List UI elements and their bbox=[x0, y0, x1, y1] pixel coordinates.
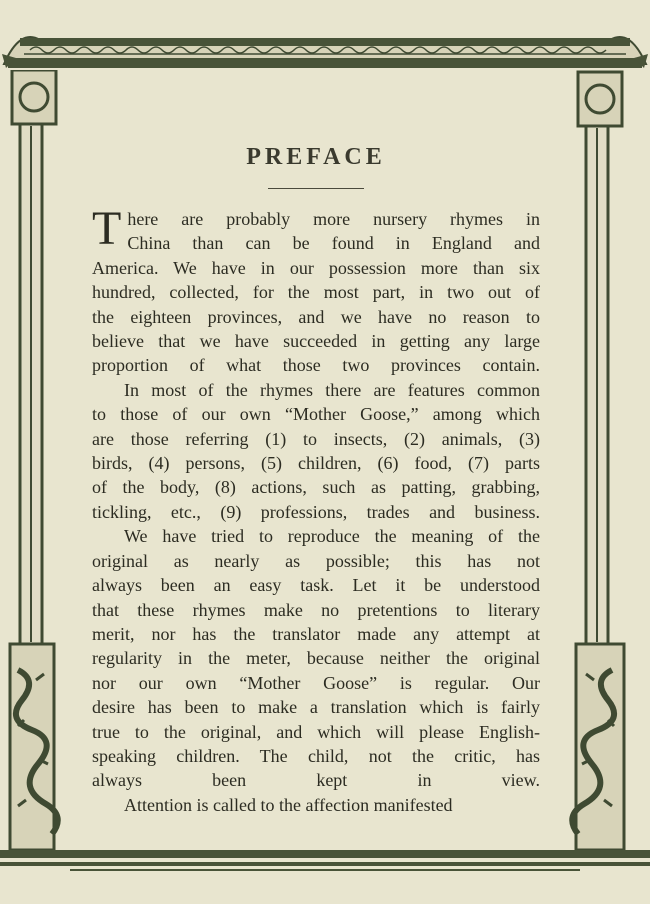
left-dragon-column bbox=[6, 70, 72, 870]
drop-cap: T bbox=[92, 202, 122, 255]
preface-text bbox=[92, 202, 540, 817]
paragraph-2: In most of the rhymes there are features common to those of our own “Mother Goose,” among which are those referring (1) to insects, (2) animals, (3) birds, (4) persons, (5) children, (6) food, (7) parts of the body, (8) actions, such as patting, grabbing, tickling, etc., (9) professions, trades and business. bbox=[92, 379, 540, 522]
paragraph-3: We have tried to reproduce the meaning of the original as nearly as possible; this has not always been an easy task. Let it be understood that these rhymes make no pretentions to literary merit, nor has the translator made any attempt at regularity in the meter, because neither the original nor our own “Mother Goose” is regular. Our desire has been to make a translation which is fairly true to the original, and which will please English- speaking children. The child, not the critic, has always been kept in view. bbox=[92, 526, 540, 791]
right-dragon-column bbox=[568, 70, 634, 870]
pagoda-roof-ornament bbox=[0, 14, 650, 84]
page-title: PREFACE bbox=[246, 144, 386, 170]
title-divider bbox=[268, 188, 364, 189]
bottom-rail-ornament bbox=[0, 846, 650, 876]
paragraph-1: T here are probably more nursery rhymes in China than can be found in England and America. We have in our possession more than six hundred, collected, for the most part, in two out of the eighteen provinces, and we have no reason to believe that we have succeeded in getting any large proportion of what those two provinces contain. bbox=[92, 202, 540, 376]
paragraph-4: Attention is called to the affection manifested bbox=[124, 794, 453, 815]
preface-body bbox=[92, 140, 540, 817]
